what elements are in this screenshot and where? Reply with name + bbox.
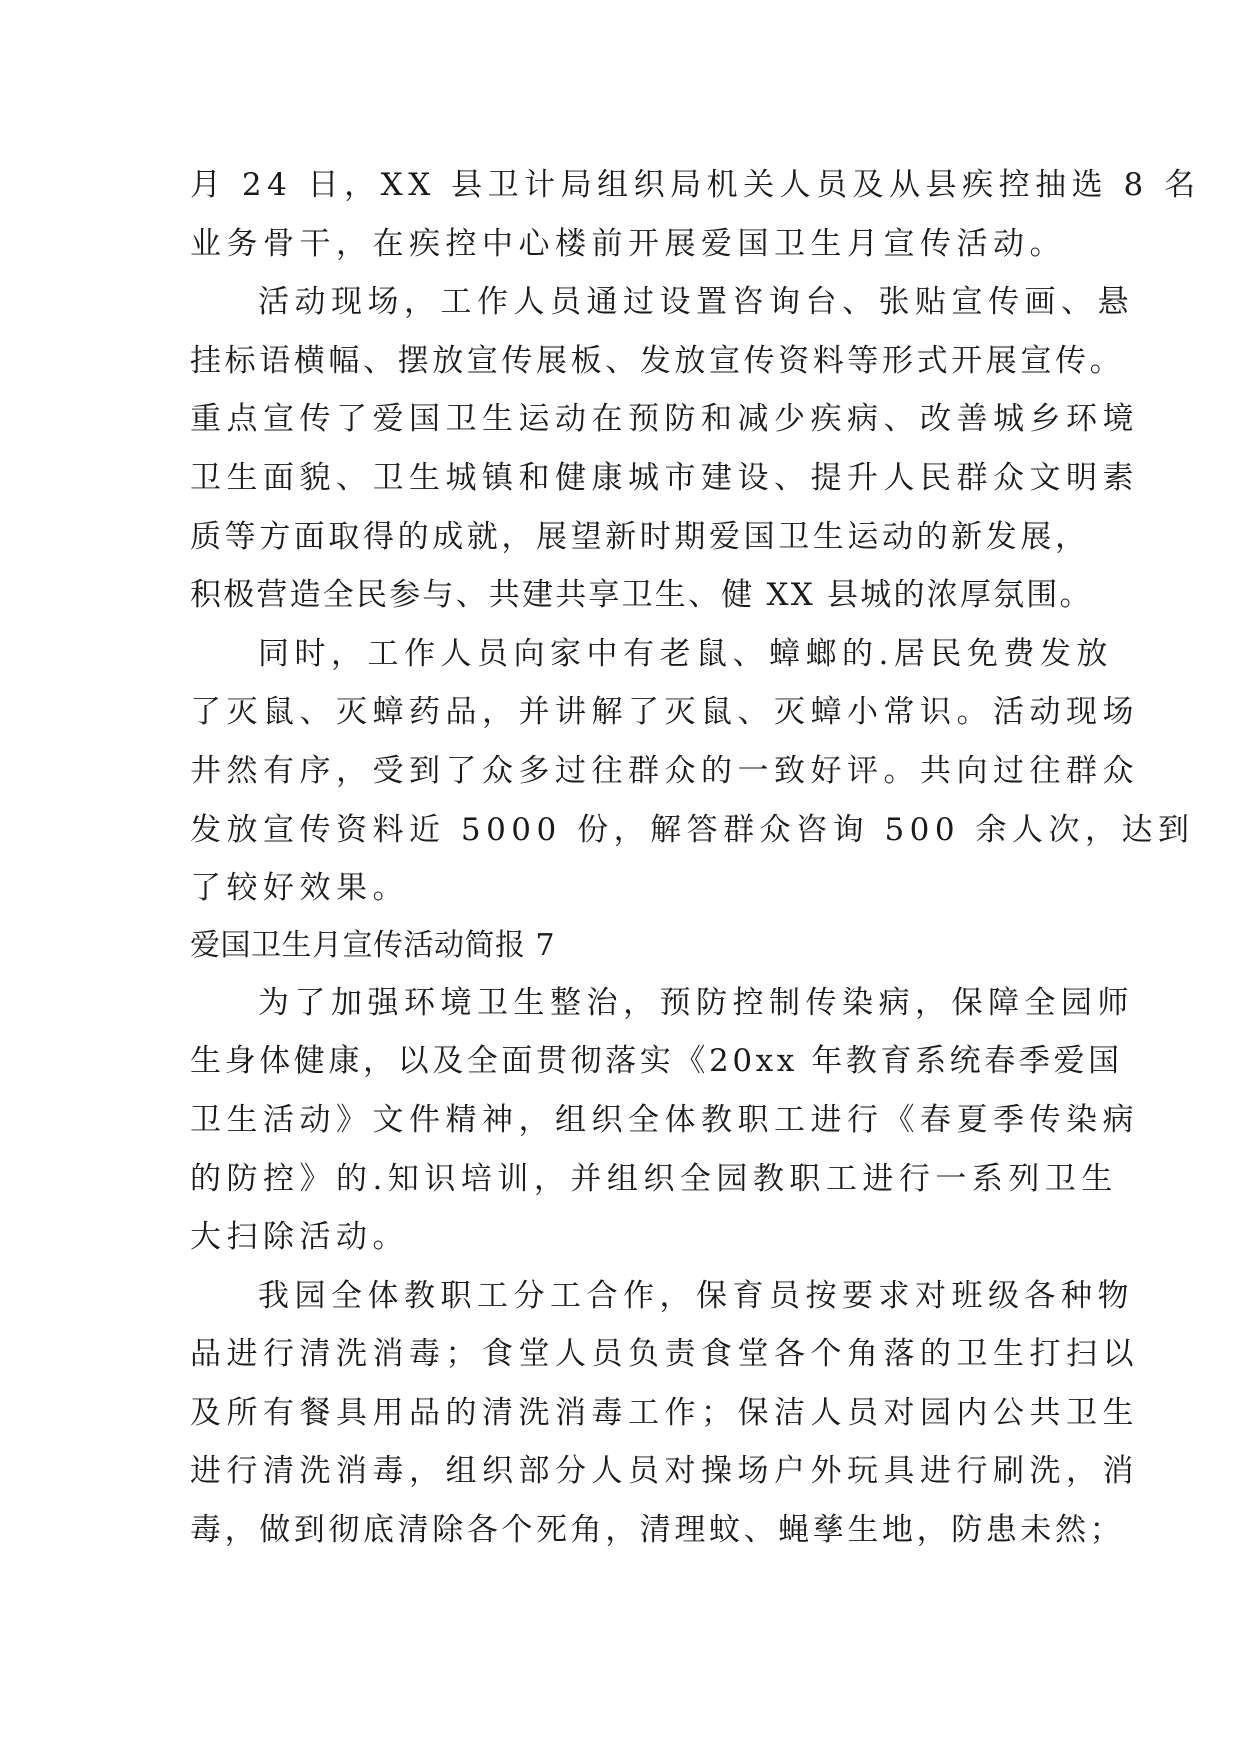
document-body <box>190 156 1201 1560</box>
paragraph-1 <box>190 156 1201 273</box>
text-line: 业务骨干，在疾控中心楼前开展爱国卫生月宣传活动。 <box>190 225 1066 262</box>
paragraph-5 <box>190 1267 1139 1560</box>
text-line: 了较好效果。 <box>190 870 409 907</box>
text-line: 挂标语横幅、摆放宣传展板、发放宣传资料等形式开展宣传。 <box>190 342 1125 379</box>
text-line: 卫生活动》文件精神，组织全体教职工进行《春夏季传染病 <box>190 1101 1139 1138</box>
text-line: 重点宣传了爱国卫生运动在预防和减少疾病、改善城乡环境 <box>190 401 1139 438</box>
text-line: 生身体健康，以及全面贯彻落实《20xx 年教育系统春季爱国 <box>190 1043 1123 1080</box>
text-line: 进行清洗消毒，组织部分人员对操场户外玩具进行刷洗，消 <box>190 1453 1139 1490</box>
paragraph-2 <box>190 273 1139 625</box>
text-line: 发放宣传资料近 5000 份，解答群众咨询 500 余人次，达到 <box>190 811 1195 848</box>
text-line: 积极营造全民参与、共建共享卫生、健 XX 县城的浓厚氛围。 <box>190 577 1093 614</box>
text-line: 及所有餐具用品的清洗消毒工作；保洁人员对园内公共卫生 <box>190 1394 1139 1431</box>
text-line: 同时，工作人员向家中有老鼠、蟑螂的.居民免费发放 <box>258 635 1113 672</box>
text-line: 卫生面貌、卫生城镇和健康城市建设、提升人民群众文明素 <box>190 459 1139 496</box>
text-line: 为了加强环境卫生整治，预防控制传染病，保障全园师 <box>258 984 1134 1021</box>
text-line: 活动现场，工作人员通过设置咨询台、张贴宣传画、悬 <box>258 284 1134 321</box>
text-line: 月 24 日，XX 县卫计局组织局机关人员及从县疾控抽选 8 名 <box>190 167 1201 203</box>
text-line: 大扫除活动。 <box>190 1219 409 1256</box>
text-line: 我园全体教职工分工合作，保育员按要求对班级各种物 <box>258 1277 1134 1314</box>
text-line: 毒，做到彻底清除各个死角，清理蚊、蝇孳生地，防患未然； <box>190 1512 1125 1549</box>
paragraph-4 <box>190 974 1139 1267</box>
text-line: 的防控》的.知识培训，并组织全园教职工进行一系列卫生 <box>190 1160 1118 1197</box>
section-heading: 爱国卫生月宣传活动简报 7 <box>190 927 556 963</box>
text-line: 了灭鼠、灭蟑药品，并讲解了灭鼠、灭蟑小常识。活动现场 <box>190 694 1139 731</box>
text-line: 井然有序，受到了众多过往群众的一致好评。共向过往群众 <box>190 752 1139 789</box>
text-line: 品进行清洗消毒；食堂人员负责食堂各个角落的卫生打扫以 <box>190 1336 1139 1373</box>
paragraph-3 <box>190 625 1195 918</box>
text-line: 质等方面取得的成就，展望新时期爱国卫生运动的新发展， <box>190 518 1090 555</box>
